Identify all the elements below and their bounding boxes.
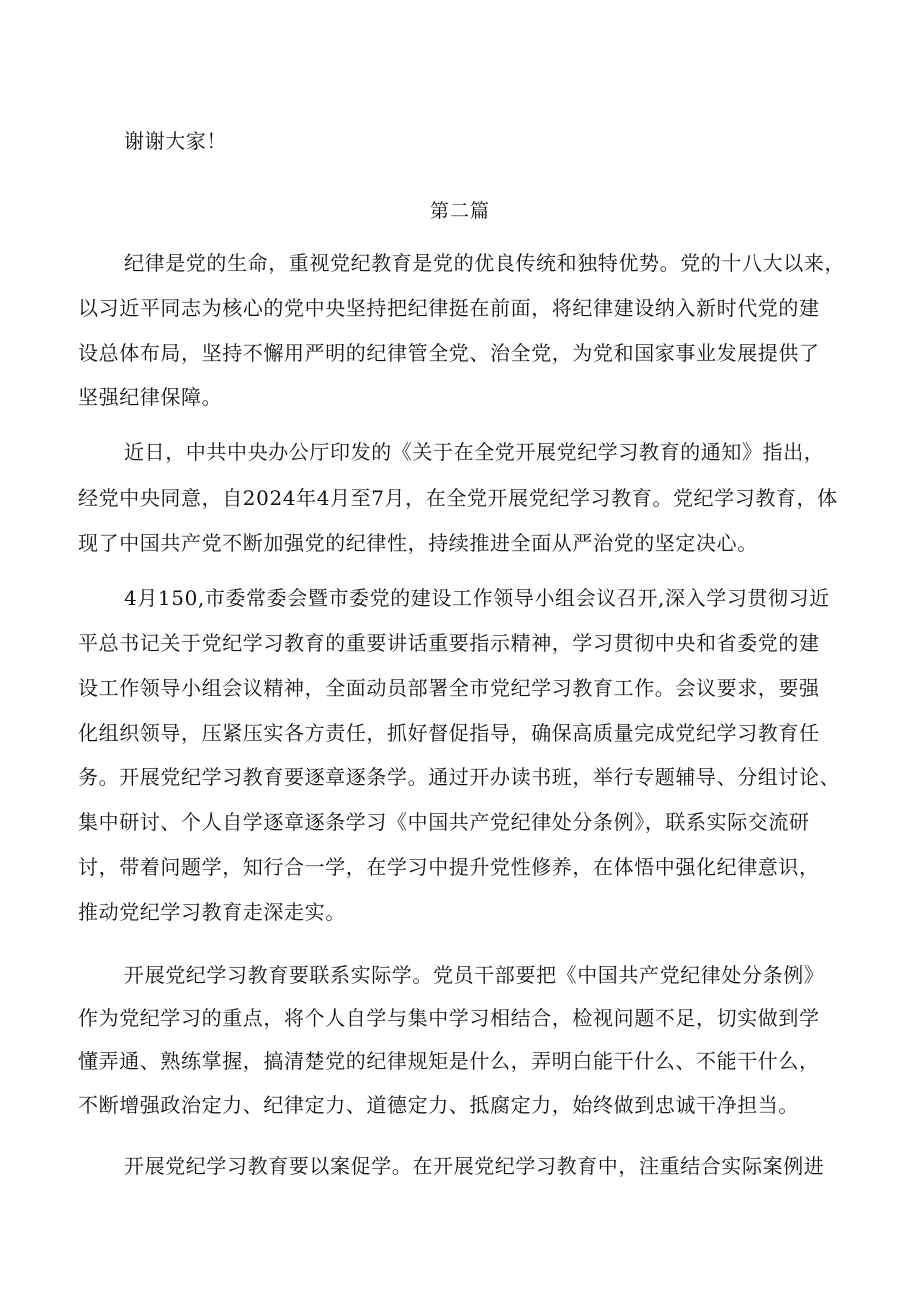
paragraph-line: 化组织领导，压紧压实各方责任，抓好督促指导，确保高质量完成党纪学习教育任 bbox=[78, 721, 820, 745]
paragraph-line: 讨，带着问题学，知行合一学，在学习中提升党性修养，在体悟中强化纪律意识， bbox=[78, 855, 820, 879]
closing-line: 谢谢大家！ bbox=[124, 129, 227, 153]
paragraph-line: 设工作领导小组会议精神，全面动员部署全市党纪学习教育工作。会议要求，要强 bbox=[78, 676, 820, 700]
paragraph-line: 作为党纪学习的重点，将个人自学与集中学习相结合，检视问题不足，切实做到学 bbox=[78, 1006, 820, 1030]
paragraph-line: 设总体布局，坚持不懈用严明的纪律管全党、治全党，为党和国家事业发展提供了 bbox=[78, 341, 820, 365]
paragraph-line: 开展党纪学习教育要联系实际学。党员干部要把《中国共产党纪律处分条例》 bbox=[124, 963, 825, 987]
paragraph-line: 现了中国共产党不断加强党的纪律性，持续推进全面从严治党的坚定决心。 bbox=[78, 531, 758, 555]
paragraph-line: 平总书记关于党纪学习教育的重要讲话重要指示精神，学习贯彻中央和省委党的建 bbox=[78, 631, 820, 655]
paragraph-line: 务。开展党纪学习教育要逐章逐条学。通过开办读书班，举行专题辅导、分组讨论、 bbox=[78, 765, 841, 789]
paragraph-line: 4月150,市委常委会暨市委党的建设工作领导小组会议召开,深入学习贯彻习近 bbox=[124, 586, 830, 610]
section-title: 第二篇 bbox=[429, 200, 490, 222]
paragraph-line: 开展党纪学习教育要以案促学。在开展党纪学习教育中，注重结合实际案例进 bbox=[124, 1154, 825, 1178]
paragraph-line: 以习近平同志为核心的党中央坚持把纪律挺在前面，将纪律建设纳入新时代党的建 bbox=[78, 296, 820, 320]
paragraph-line: 推动党纪学习教育走深走实。 bbox=[78, 900, 346, 924]
paragraph-line: 经党中央同意，自2024年4月至7月，在全党开展党纪学习教育。党纪学习教育，体 bbox=[78, 486, 838, 510]
paragraph-line: 懂弄通、熟练掌握，搞清楚党的纪律规矩是什么，弄明白能干什么、不能干什么， bbox=[78, 1049, 820, 1073]
paragraph-line: 纪律是党的生命，重视党纪教育是党的优良传统和独特优势。党的十八大以来， bbox=[124, 251, 845, 275]
paragraph-line: 近日，中共中央办公厅印发的《关于在全党开展党纪学习教育的通知》指出， bbox=[124, 440, 825, 464]
paragraph-line: 不断增强政治定力、纪律定力、道德定力、抵腐定力，始终做到忠诚干净担当。 bbox=[78, 1093, 799, 1117]
paragraph-line: 集中研讨、个人自学逐章逐条学习《中国共产党纪律处分条例》，联系实际交流研 bbox=[78, 810, 810, 834]
paragraph-line: 坚强纪律保障。 bbox=[78, 385, 223, 409]
